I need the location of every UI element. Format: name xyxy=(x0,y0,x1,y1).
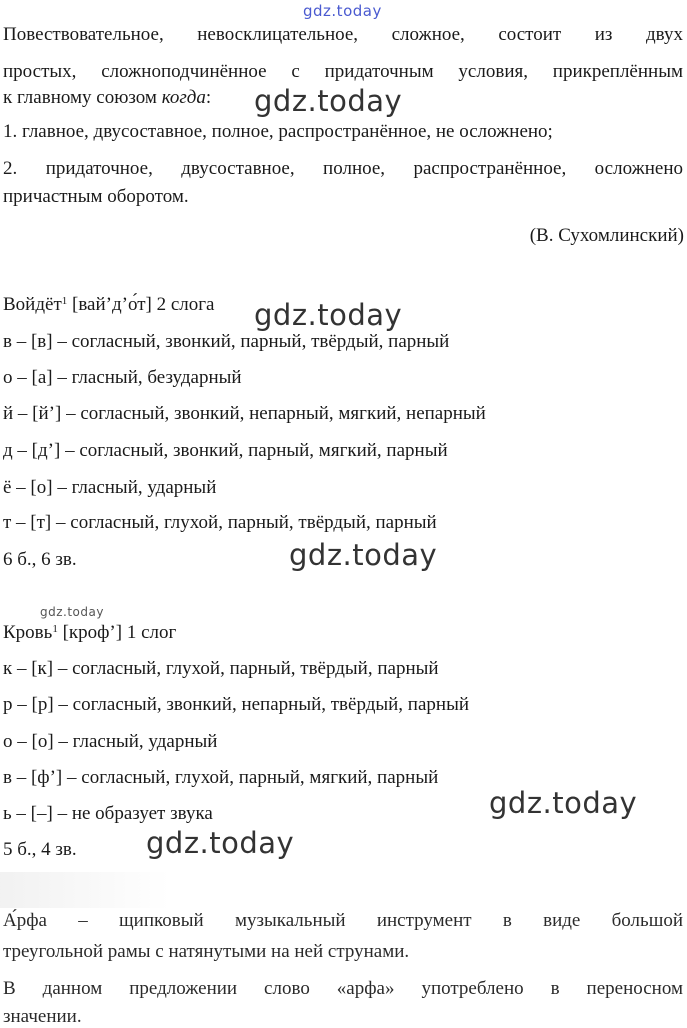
word1-heading xyxy=(3,294,215,316)
watermark-4: gdz.today xyxy=(489,786,638,820)
word1-total: 6 б., 6 зв. xyxy=(3,549,77,570)
analysis-item-2-line-1: 2. придаточное, двусоставное, полное, распространённое, осложнено xyxy=(3,158,683,179)
word1-row-2: о – [а] – гласный, безударный xyxy=(3,367,242,388)
watermark-3: gdz.today xyxy=(289,538,438,572)
word2-heading xyxy=(3,622,176,644)
word2-total: 5 б., 4 зв. xyxy=(3,839,77,860)
word1-transcription: [вай’д’о́т] 2 слога xyxy=(67,294,215,315)
watermark-5: gdz.today xyxy=(146,826,295,860)
word1-row-1: в – [в] – согласный, звонкий, парный, твёрдый, парный xyxy=(3,331,450,352)
analysis-line-3 xyxy=(3,87,211,109)
word2-word: Кровь xyxy=(3,622,53,643)
meaning-line-2: треугольной рамы с натянутыми на ней струнами. xyxy=(3,941,410,962)
meaning-line-1: А́рфа – щипковый музыкальный инструмент в виде большой xyxy=(3,910,683,931)
watermark-2: gdz.today xyxy=(254,298,403,332)
analysis-item-2-line-2: причастным оборотом. xyxy=(3,186,189,207)
analysis-line-2: простых, сложноподчинённое с придаточным условия, прикреплённым xyxy=(3,61,683,82)
word2-footnote: 1 xyxy=(52,623,58,635)
watermark-small: gdz.today xyxy=(40,605,104,619)
word1-row-4: д – [д’] – согласный, звонкий, парный, мягкий, парный xyxy=(3,440,448,461)
author-attribution: (В. Сухомлинский) xyxy=(529,225,684,246)
scan-smudge xyxy=(0,872,170,908)
word2-transcription: [кроф’] 1 слог xyxy=(57,622,177,643)
analysis-line-1: Повествовательное, невосклицательное, сложное, состоит из двух xyxy=(3,24,683,45)
meaning-line-4: значении. xyxy=(3,1006,82,1027)
meaning-line-3: В данном предложении слово «арфа» употреблено в переносном xyxy=(3,978,683,999)
analysis-line-3-suffix: : xyxy=(205,87,212,108)
analysis-conjunction: когда xyxy=(161,87,206,108)
word2-row-1: к – [к] – согласный, глухой, парный, твёрдый, парный xyxy=(3,658,439,679)
word1-row-3: й – [й’] – согласный, звонкий, непарный, мягкий, непарный xyxy=(3,403,486,424)
word2-row-5: ь – [–] – не образует звука xyxy=(3,803,213,824)
watermark-top: gdz.today xyxy=(303,2,382,20)
word1-word: Войдёт xyxy=(3,294,62,315)
word1-row-6: т – [т] – согласный, глухой, парный, твёрдый, парный xyxy=(3,512,437,533)
word1-row-5: ё – [о] – гласный, ударный xyxy=(3,477,217,498)
analysis-item-1: 1. главное, двусоставное, полное, распространённое, не осложнено; xyxy=(3,121,553,142)
analysis-line-3-prefix: к главному союзом xyxy=(3,87,162,108)
word2-row-4: в – [ф’] – согласный, глухой, парный, мягкий, парный xyxy=(3,767,439,788)
watermark-1: gdz.today xyxy=(254,84,403,118)
word1-footnote: 1 xyxy=(61,295,68,307)
word2-row-2: р – [р] – согласный, звонкий, непарный, твёрдый, парный xyxy=(3,694,470,715)
word2-row-3: о – [о] – гласный, ударный xyxy=(3,731,218,752)
